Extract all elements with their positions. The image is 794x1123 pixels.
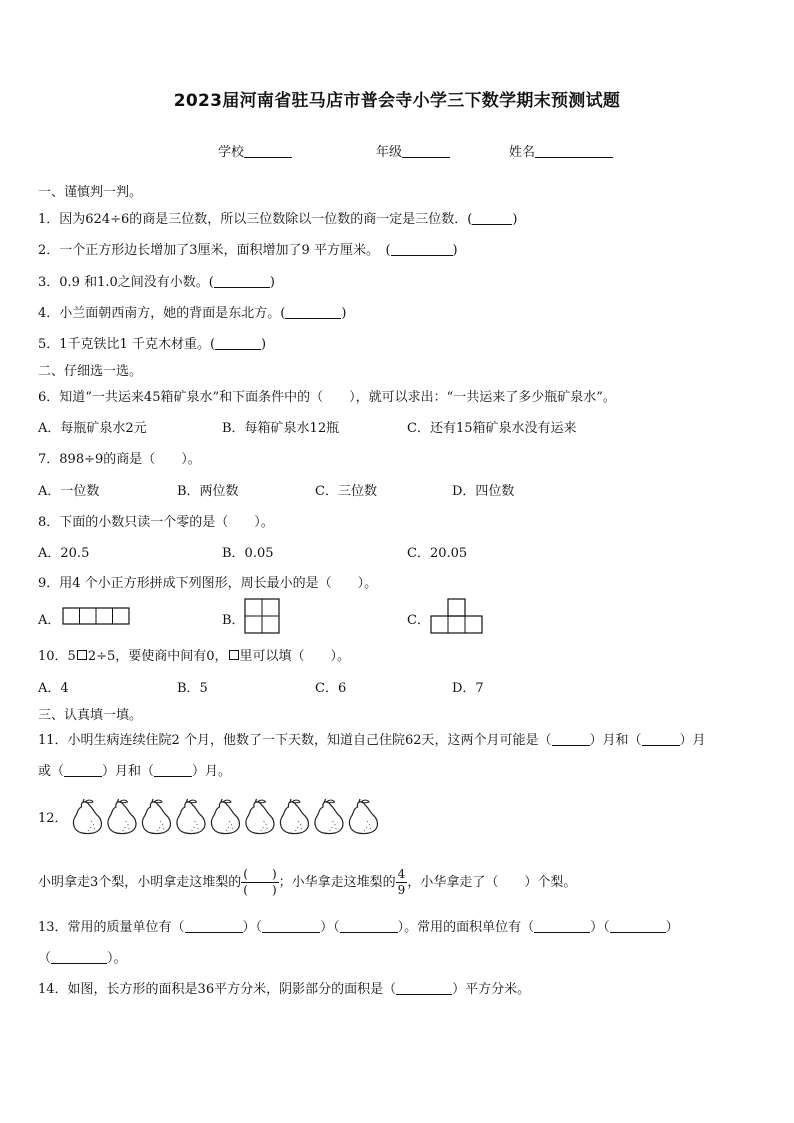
question-13-text: 13．常用的质量单位有（	[38, 920, 185, 935]
question-13-end-2: ）。	[107, 951, 127, 966]
pear-icon	[142, 799, 170, 834]
fraction-denominator: 9	[397, 883, 406, 897]
box-placeholder-icon	[229, 650, 239, 660]
q8-option-b[interactable]: B．0.05	[222, 546, 274, 561]
answer-blank[interactable]	[552, 733, 590, 746]
q9-shape-a-row-icon	[62, 605, 132, 627]
question-11-text: 11．小明生病连续住院2 个月，他数了一下天数，知道自己住院62天，这两个月可能是（	[38, 733, 552, 748]
q6-option-a[interactable]: A．每瓶矿泉水2元	[38, 421, 147, 436]
question-11-text-2: 或（	[38, 764, 65, 779]
question-4	[38, 302, 346, 321]
section-2-heading: 二、仔细选一选。	[38, 364, 143, 379]
q9-shape-c-t-icon	[430, 598, 486, 636]
question-13-sep: ）（	[590, 920, 610, 935]
question-10-text-b: 2÷5，要使商中间有0，	[87, 649, 228, 664]
question-3-text: 3．0.9 和1.0之间没有小数。(	[38, 275, 214, 290]
page-title: 2023届河南省驻马店市普会寺小学三下数学期末预测试题	[173, 91, 621, 111]
question-13-line-1	[38, 916, 679, 935]
pear-icon	[108, 799, 136, 834]
box-placeholder-icon	[77, 650, 87, 660]
pear-row	[70, 798, 386, 836]
question-13-text-2: （	[38, 951, 52, 966]
paren-close: )	[452, 243, 458, 258]
q10-option-d[interactable]: D．7	[452, 681, 484, 696]
question-11-line-1	[38, 729, 706, 748]
answer-blank[interactable]	[262, 920, 320, 933]
question-11-end-2: ）月。	[192, 764, 232, 779]
name-field	[509, 141, 613, 160]
pear-icon	[211, 799, 239, 834]
answer-blank[interactable]	[340, 920, 398, 933]
q7-option-b[interactable]: B．两位数	[177, 484, 239, 499]
school-label: 学校	[218, 145, 245, 160]
q9-option-c[interactable]: C．	[407, 613, 430, 628]
q9-option-b[interactable]: B．	[222, 613, 245, 628]
question-11-line-2	[38, 760, 231, 779]
q10-option-a[interactable]: A．4	[38, 681, 69, 696]
fraction-four-ninths	[396, 867, 408, 898]
section-1-heading: 一、谨慎判一判。	[38, 185, 143, 200]
question-12-text-c: ，小华拿走了（ ）个梨。	[407, 875, 577, 890]
question-11-mid-2: ）月和（	[102, 764, 155, 779]
question-5	[38, 333, 266, 352]
answer-blank[interactable]	[214, 275, 270, 288]
school-field	[218, 141, 292, 160]
question-12-text-b: ；小华拿走这堆梨的	[278, 875, 396, 890]
question-2	[38, 239, 458, 258]
question-14-text-a: 14．如图，长方形的面积是36平方分米，阴影部分的面积是（	[38, 982, 397, 997]
question-10-text-a: 10．5	[38, 649, 76, 664]
question-14	[38, 978, 530, 997]
question-7-text: 7．898÷9的商是（ ）。	[38, 452, 201, 467]
q7-option-c[interactable]: C．三位数	[315, 484, 377, 499]
answer-blank[interactable]	[472, 212, 512, 225]
q6-option-b[interactable]: B．每箱矿泉水12瓶	[222, 421, 340, 436]
pear-icon	[73, 799, 101, 834]
question-1-text: 1．因为624÷6的商是三位数，所以三位数除以一位数的商一定是三位数．(	[38, 212, 473, 227]
answer-blank[interactable]	[215, 337, 261, 350]
grade-label: 年级	[376, 145, 403, 160]
paren-close: )	[269, 275, 275, 290]
question-9-text: 9．用4 个小正方形拼成下列图形，周长最小的是（ ）。	[38, 576, 378, 591]
pear-icon	[315, 799, 343, 834]
question-14-text-b: ）平方分米。	[452, 982, 531, 997]
question-10	[38, 645, 350, 664]
q7-option-a[interactable]: A．一位数	[38, 484, 100, 499]
question-10-text-c: 里可以填（ ）。	[239, 649, 351, 664]
pear-icon	[280, 799, 308, 834]
answer-blank[interactable]	[391, 243, 453, 256]
fraction-denominator: ( )	[243, 883, 277, 897]
fraction-blank[interactable]	[241, 867, 278, 898]
question-2-text: 2．一个正方形边长增加了3厘米，面积增加了9 平方厘米。 (	[38, 243, 391, 258]
answer-blank[interactable]	[51, 951, 107, 964]
question-13-mid: ）。常用的面积单位有（	[397, 920, 535, 935]
grade-field	[376, 141, 450, 160]
question-3	[38, 271, 275, 290]
q10-option-b[interactable]: B．5	[177, 681, 208, 696]
pear-icon	[246, 799, 274, 834]
q9-option-a[interactable]: A．	[38, 613, 61, 628]
name-blank[interactable]	[535, 144, 613, 158]
paren-close: )	[261, 337, 267, 352]
question-4-text: 4．小兰面朝西南方，她的背面是东北方。(	[38, 306, 286, 321]
paren-close: )	[512, 212, 518, 227]
question-5-text: 5．1千克铁比1 千克木材重。(	[38, 337, 216, 352]
answer-blank[interactable]	[642, 733, 680, 746]
question-13-line-2	[38, 947, 127, 966]
question-12-label: 12．	[38, 811, 68, 826]
answer-blank[interactable]	[154, 764, 192, 777]
pear-icon	[349, 799, 377, 834]
answer-blank[interactable]	[610, 920, 666, 933]
school-blank[interactable]	[244, 144, 292, 158]
question-13-end: ）	[665, 920, 679, 935]
name-label: 姓名	[509, 145, 536, 160]
fraction-numerator: ( )	[243, 867, 277, 881]
section-3-heading: 三、认真填一填。	[38, 708, 143, 723]
question-12-text-a: 小明拿走3个梨，小明拿走这堆梨的	[38, 875, 242, 890]
q6-option-c[interactable]: C．还有15箱矿泉水没有运来	[407, 421, 577, 436]
answer-blank[interactable]	[396, 982, 452, 995]
fraction-numerator: 4	[397, 867, 406, 881]
answer-blank[interactable]	[285, 306, 341, 319]
q7-option-d[interactable]: D．四位数	[452, 484, 515, 499]
question-11-end: ）月	[679, 733, 706, 748]
question-6-text: 6．知道“一共运来45箱矿泉水”和下面条件中的（ ），就可以求出：“一共运来了多少瓶矿泉水”。	[38, 390, 616, 405]
pear-icon	[177, 799, 205, 834]
q8-option-a[interactable]: A．20.5	[38, 546, 90, 561]
q9-shape-b-square-icon	[244, 598, 282, 636]
grade-blank[interactable]	[402, 144, 450, 158]
question-8-text: 8．下面的小数只读一个零的是（ ）。	[38, 515, 274, 530]
answer-blank[interactable]	[64, 764, 102, 777]
answer-blank[interactable]	[185, 920, 243, 933]
answer-blank[interactable]	[534, 920, 590, 933]
q10-option-c[interactable]: C．6	[315, 681, 347, 696]
q8-option-c[interactable]: C．20.05	[407, 546, 468, 561]
question-13-sep: ）（	[242, 920, 263, 935]
question-11-mid: ）月和（	[589, 733, 642, 748]
question-13-sep: ）（	[320, 920, 340, 935]
question-1	[38, 208, 517, 227]
paren-close: )	[341, 306, 347, 321]
question-12-text	[38, 867, 576, 898]
